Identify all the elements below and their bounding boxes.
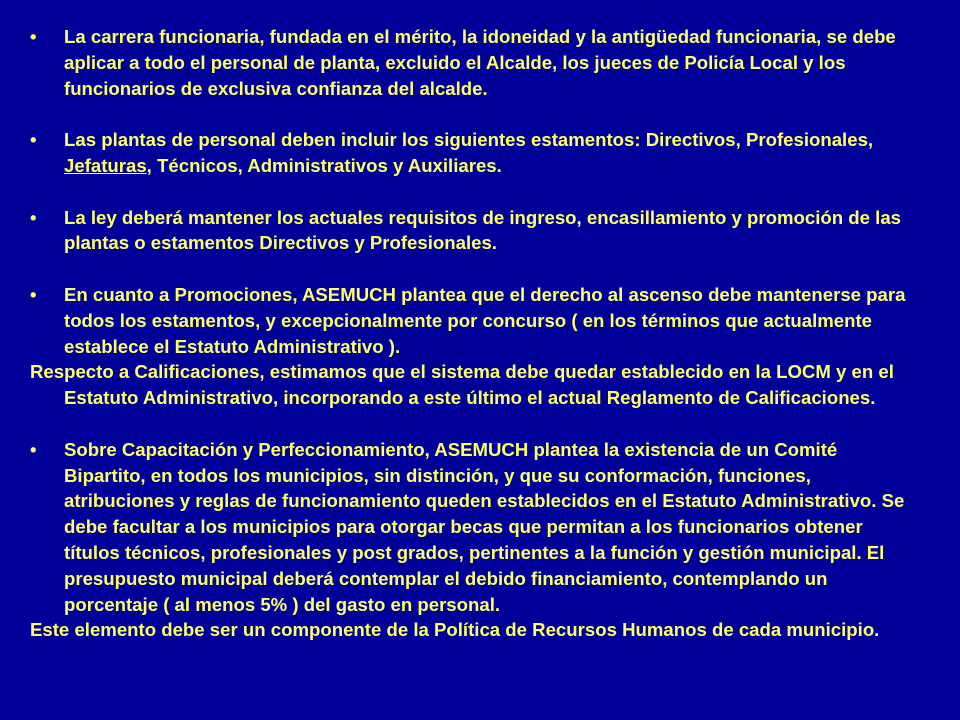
spacer [30,256,920,282]
spacer [30,179,920,205]
paragraph-text: Este elemento debe ser un componente de la Política de Recursos Humanos de cada municipio. [30,619,880,641]
paragraph-text: Las plantas de personal deben incluir los siguientes estamentos: Directivos, Profesionales, [64,129,874,151]
bullet-capacitacion [30,437,920,618]
paragraph-text: En cuanto a Promociones, ASEMUCH plantea que el derecho al ascenso debe mantenerse para todos los estamentos, y excepcionalmente por concurso ( en los términos que actualmente establece el Estatuto Administrativo ). [64,283,906,357]
spacer [30,101,920,127]
bullet-plantas-personal [30,127,920,179]
paragraph-text: Respecto a Calificaciones, estimamos que el sistema debe quedar establecido en la LOCM y en el Estatuto Administrativo, incorporando a este último el actual Reglamento de Calificaciones. [30,361,894,409]
bullet-carrera-funcionaria [30,24,920,101]
bullet-requisitos-ingreso [30,205,920,257]
paragraph-politica-rrhh [30,617,920,643]
paragraph-calificaciones [30,359,920,411]
bullet-promociones [30,282,920,359]
paragraph-text: Técnicos, Administrativos y Auxiliares. [151,154,502,176]
spacer [30,411,920,437]
paragraph-text: La carrera funcionaria, fundada en el mérito, la idoneidad y la antigüedad funcionaria, se debe aplicar a todo el personal de planta, excluido el Alcalde, los jueces de Policía Local y los funcionarios de exclusiva confianza del alcalde. [64,26,896,99]
underlined-word: Jefaturas, [64,154,152,176]
paragraph-text: La ley deberá mantener los actuales requisitos de ingreso, encasillamiento y promoción de las plantas o estamentos Directivos y Profesionales. [64,206,902,254]
paragraph-text: Sobre Capacitación y Perfeccionamiento, ASEMUCH plantea la existencia de un Comité Bipartito, en todos los municipios, sin distinción, y que su conformación, funciones, atribuciones y reglas de funcionamiento queden establecidos en el Estatuto Administrativo. Se debe facultar a los municipios para otorgar becas que permitan a los funcionarios obtener títulos técnicos, profesionales y post grados, pertinentes a la función y gestión municipal. El presupuesto municipal deberá contemplar el debido financiamiento, contemplando un porcentaje ( al menos 5% ) del gasto en personal. [64,438,905,615]
